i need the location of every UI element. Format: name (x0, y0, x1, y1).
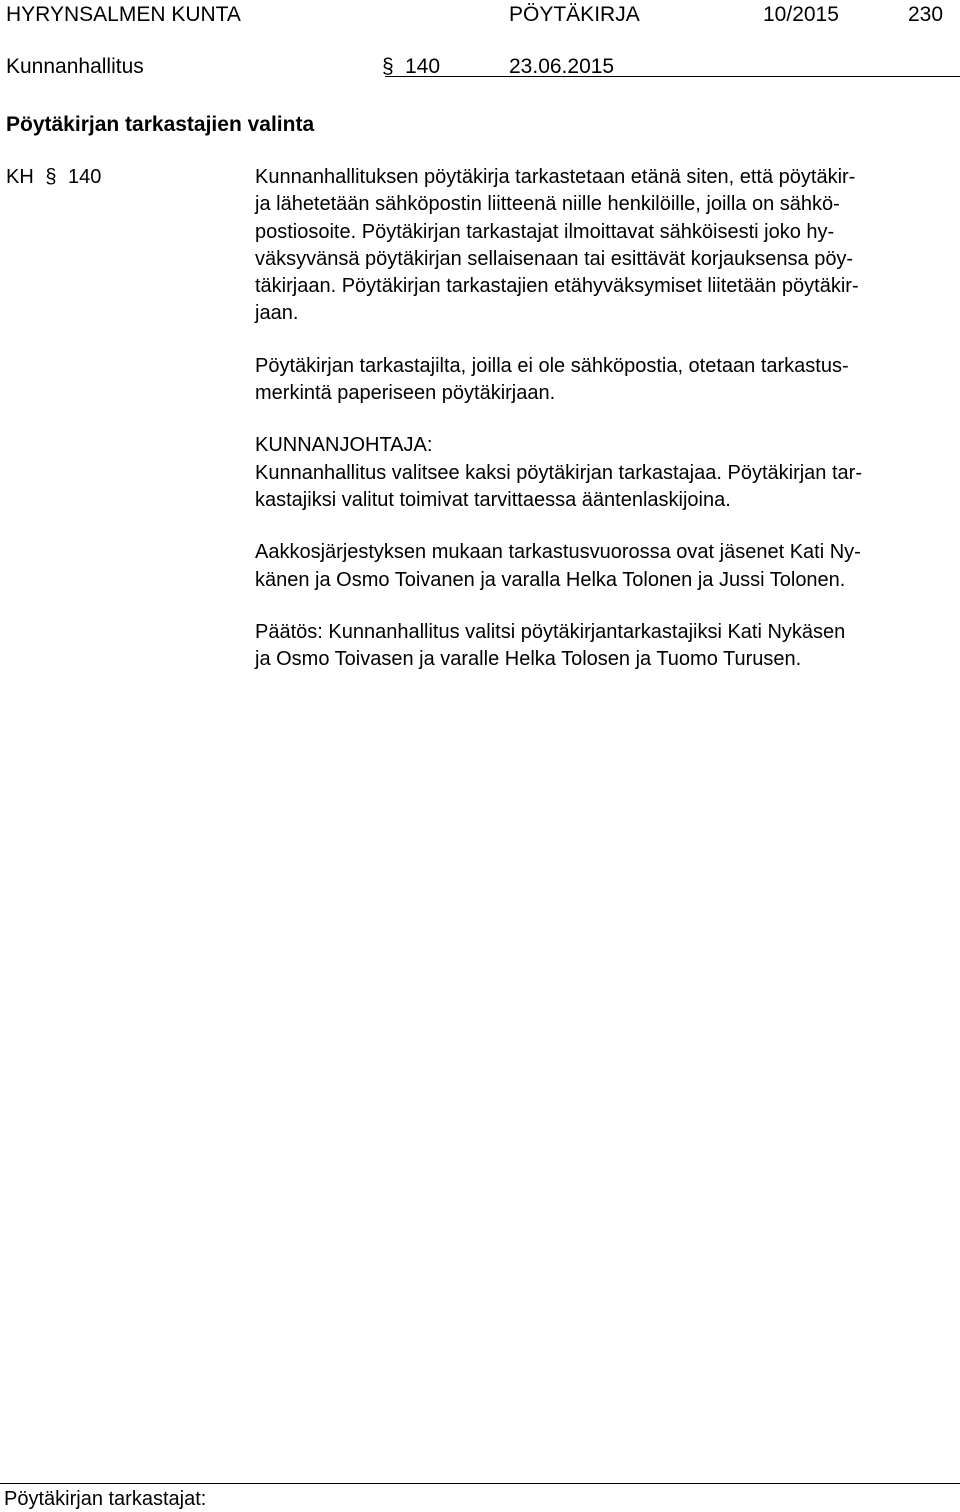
paragraph-line: jaan. (255, 302, 299, 325)
paragraph-line: Pöytäkirjan tarkastajilta, joilla ei ole sähköpostia, otetaan tarkastus- (255, 354, 849, 377)
paragraph-line: ja lähetetään sähköpostin liitteenä niille henkilöille, joilla on sähkö- (255, 193, 840, 216)
meeting-date: 23.06.2015 (509, 55, 615, 78)
paragraph-rotation (255, 539, 952, 594)
paragraph-no-email (255, 353, 952, 408)
paragraph-line: kastajiksi valitut toimivat tarvittaessa ääntenlaskijoina. (255, 488, 731, 511)
municipality-name: HYRYNSALMEN KUNTA (6, 3, 241, 26)
section-ref-symbol: § (45, 166, 57, 188)
section-ref-number: 140 (68, 166, 102, 188)
paragraph-line: Päätös: Kunnanhallitus valitsi pöytäkirjantarkastajiksi Kati Nykäsen (255, 620, 846, 643)
paragraph-line: känen ja Osmo Toivanen ja varalla Helka Tolonen ja Jussi Tolonen. (255, 568, 846, 591)
paragraph-line: väksyvänsä pöytäkirjan sellaisenaan tai esittävät korjauksensa pöy- (255, 247, 854, 270)
paragraph-line: Kunnanhallitus valitsee kaksi pöytäkirjan tarkastajaa. Pöytäkirjan tar- (255, 461, 862, 484)
document-number: 10/2015 (763, 3, 839, 26)
item-body (255, 164, 952, 698)
signature-label: Pöytäkirjan tarkastajat: (4, 1488, 207, 1510)
item-title: Pöytäkirjan tarkastajien valinta (6, 113, 315, 136)
paragraph-line: Kunnanhallituksen pöytäkirja tarkastetaan etänä siten, että pöytäkir- (255, 166, 856, 188)
paragraph-line: ja Osmo Toivasen ja varalle Helka Tolosen ja Tuomo Turusen. (255, 648, 802, 671)
section-reference (6, 166, 101, 189)
paragraph-line: postiosoite. Pöytäkirjan tarkastajat ilmoittavat sähköisesti joko hy- (255, 220, 835, 243)
paragraph-decision (255, 619, 952, 674)
body-name: Kunnanhallitus (6, 55, 144, 78)
page-number: 230 (908, 3, 944, 26)
paragraph-proposal (255, 432, 952, 514)
proposal-heading: KUNNANJOHTAJA: (255, 434, 433, 457)
footer-rule (0, 1483, 960, 1484)
section-number: 140 (405, 55, 441, 78)
section-symbol: § (382, 55, 394, 78)
section-ref-label: KH (6, 166, 34, 188)
paragraph-description (255, 164, 952, 328)
header-rule (385, 76, 960, 77)
paragraph-line: merkintä paperiseen pöytäkirjaan. (255, 382, 556, 405)
paragraph-line: täkirjaan. Pöytäkirjan tarkastajien etähyväksymiset liitetään pöytäkir- (255, 275, 859, 298)
document-type: PÖYTÄKIRJA (509, 3, 640, 26)
paragraph-line: Aakkosjärjestyksen mukaan tarkastusvuorossa ovat jäsenet Kati Ny- (255, 541, 861, 564)
